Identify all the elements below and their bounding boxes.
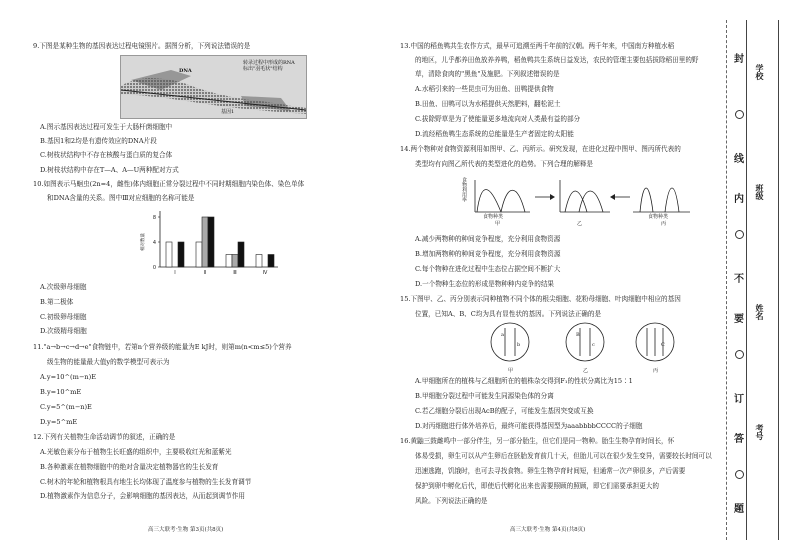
q11-stem-1: 11."a→b→c→d→e"食物链中，若第n个营养级的能量为E kJ时，则第m(n<m≤5)个营养 — [33, 343, 292, 351]
seal-circle — [735, 230, 744, 239]
q14-option-d: D.一个物种生态位的形成是物种种内竞争的结果 — [415, 280, 555, 288]
seal-char-2: 线 — [734, 154, 744, 165]
seal-char-4: 不 — [734, 274, 744, 285]
q14-xlabel-bing: 食物种类 — [648, 214, 669, 220]
seal-line — [726, 20, 728, 540]
seal-char-1: 封 — [734, 54, 744, 65]
q13-stem-1: 13.中国的稻鱼鸭共生农作方式，最早可追溯至两千年前的汉朝。两千年来，中国南方种植水稻 — [400, 42, 675, 50]
x-tick-label: Ⅳ — [262, 270, 268, 276]
q16-stem-3: 迅速逃跑，饥饿时，也可去寻找食物。卵生生物孕育时间短，但通常一次产卵很多，产后需要 — [415, 467, 686, 475]
q15-gene-C-bing: C — [661, 342, 665, 348]
cell-jia — [491, 323, 529, 361]
binding-strip — [718, 0, 794, 551]
info-line — [778, 20, 780, 540]
q14-label-yi: 乙 — [577, 221, 583, 227]
q15-cell-label-yi: 乙 — [583, 368, 589, 374]
label-exam-no: 考号 — [755, 424, 765, 440]
q12-option-a: A.光敏色素分布于植物生长旺盛的组织中，主要吸收红光和蓝紫光 — [40, 448, 232, 456]
q14-option-c: C.每个物种在进化过程中生态位占据空间不断扩大 — [415, 265, 561, 273]
right-footer: 高三大联考·生物 第4页(共8页) — [510, 527, 586, 533]
q16-stem-4: 保护到卵中孵化后代，即使后代孵化出来也需要照顾的照顾，即它们需要承担更大的 — [415, 482, 659, 490]
q15-option-b: B.甲细胞分裂过程中可能发生同源染色体的分离 — [415, 392, 554, 400]
q15-option-a: A.甲细胞所在的植株与乙细胞所在的植株杂交得到F₁的性状分离比为15∶1 — [415, 377, 633, 385]
q14-ylabel: 食物利用率 — [461, 177, 467, 202]
q10-stem-2: 和DNA含量的关系。图中Ⅲ对应细胞的名称可能是 — [47, 194, 195, 202]
bar — [166, 242, 172, 267]
label-class: 班级 — [755, 184, 765, 200]
q16-stem-2: 体易受损，卵生可以从产生卵后在胚胎发育前几十天，但胎儿可以在很少发生变异，需要较长时间可以 — [415, 452, 712, 460]
y-tick-label: 4 — [152, 240, 156, 246]
q10-option-a: A.次级卵母细胞 — [40, 283, 87, 291]
q15-gene-B-yi: B — [576, 332, 580, 338]
seal-char-3: 内 — [734, 194, 744, 205]
q9-stem: 9.下图是某种生物的基因表达过程电镜照片。据图分析，下列说法错误的是 — [33, 42, 251, 50]
q11-option-d: D.y=5^mE — [40, 418, 78, 426]
seal-circle — [735, 110, 744, 119]
label-school: 学校 — [755, 64, 765, 80]
q15-stem-1: 15.下图甲、乙、丙分别表示同种植物不同个体的根尖细胞、花粉母细胞、叶肉细胞中相应的基因 — [400, 295, 681, 303]
q9-option-c: C.树枝状结构中不存在核酸与蛋白质的复合体 — [40, 151, 173, 159]
seal-line-solid — [746, 20, 748, 540]
bar — [178, 242, 184, 267]
right-page — [365, 0, 720, 551]
bar — [208, 217, 214, 267]
q13-option-d: D.流经稻鱼鸭生态系统的总能量是生产者固定的太阳能 — [415, 130, 574, 138]
q10-option-d: D.次级精母细胞 — [40, 327, 87, 335]
q9-micrograph-figure — [120, 55, 307, 119]
q10-stem-1: 10.如图表示马蛔虫(2n=4，雌性)体内细胞正常分裂过程中不同时期细胞内染色体、染色单体 — [33, 180, 305, 188]
q12-option-d: D.植物激素作为信息分子，会影响细胞的基因表达，从而起到调节作用 — [40, 492, 245, 500]
graph-bing — [633, 188, 690, 212]
bar — [268, 255, 274, 268]
q10-option-c: C.初级卵母细胞 — [40, 313, 87, 321]
bar — [238, 242, 244, 267]
q14-stem-1: 14.两个物种对食物资源利用如图甲、乙、丙所示。研究发现，在进化过程中图甲、图丙所代表的 — [400, 145, 681, 153]
q11-option-c: C.y=5^(m−n)E — [40, 403, 92, 411]
q9-option-a: A.图示基因表达过程可发生于大肠杆菌细胞中 — [40, 123, 173, 131]
q13-stem-3: 草，清除食肉的"黑鱼"及施肥。下列叙述错误的是 — [415, 70, 560, 78]
q10-option-b: B.第二极体 — [40, 298, 74, 306]
q15-cells-figure — [485, 322, 685, 367]
q15-cell-label-bing: 丙 — [653, 368, 659, 374]
q15-cell-label-jia: 甲 — [508, 368, 514, 374]
y-tick-label: 0 — [152, 265, 156, 271]
q15-gene-c-yi: c — [592, 342, 595, 348]
q15-stem-2: 位置，已知A、B、C均为具有显性状的基因。下列说法正确的是 — [415, 310, 602, 318]
q11-option-a: A.y=10^(m−n)E — [40, 373, 97, 381]
q9-option-d: D.树枝状结构中存在T—A、A—U两种配对方式 — [40, 166, 179, 174]
left-page — [0, 0, 365, 551]
cell-bing — [636, 323, 674, 361]
q14-label-bing: 丙 — [661, 221, 667, 227]
q9-note2: 标出"羽毛状"结构 — [243, 66, 283, 72]
q15-gene-b-jia: b — [517, 342, 521, 348]
q14-option-a: A.减少两物种的种间竞争程度，充分利用食物资源 — [415, 235, 561, 243]
q9-option-b: B.基因1和2均是有遗传效应的DNA片段 — [40, 137, 157, 145]
bar — [232, 255, 238, 268]
q15-option-c: C.若乙细胞分裂后出现AcB的配子，可能发生基因突变或互换 — [415, 407, 594, 415]
q15-gene-a-jia: a — [501, 332, 504, 338]
x-tick-label: Ⅰ — [174, 270, 176, 276]
seal-char-6: 订 — [734, 394, 744, 405]
q13-option-a: A.水稻引来的一些昆虫可为田鱼、田鸭提供食物 — [415, 85, 554, 93]
seal-circle — [735, 350, 744, 359]
q9-dna-label: DNA — [179, 68, 192, 74]
q12-option-c: C.树木的年轮和植物根具有地生长均体现了温度参与植物的生长发育调节 — [40, 478, 252, 486]
q14-label-jia: 甲 — [495, 221, 501, 227]
bar — [196, 242, 202, 267]
label-name: 姓名 — [755, 304, 765, 320]
graph-jia — [475, 180, 530, 212]
q15-option-d: D.对丙细胞进行体外培养后，最终可能获得基因型为aaabbbbCCCC的子细胞 — [415, 422, 643, 430]
q9-note1: 转录过程中形成的RNA — [243, 60, 295, 66]
y-tick-label: 8 — [152, 215, 156, 221]
q13-option-b: B.田鱼、田鸭可以为水稻提供天然肥料，翻松泥土 — [415, 100, 561, 108]
q14-option-b: B.增加两物种的种间竞争程度，充分利用食物资源 — [415, 250, 561, 258]
x-tick-label: Ⅲ — [233, 270, 237, 276]
q12-stem: 12.下列有关植物生命活动调节的叙述，正确的是 — [33, 433, 176, 441]
q11-stem-2: 级生物的能量最大值y的数学模型可表示为 — [47, 358, 170, 366]
cell-yi — [566, 323, 604, 361]
y-axis-label: 相对数量 — [141, 233, 146, 251]
seal-char-7: 答 — [734, 434, 744, 445]
seal-char-5: 要 — [734, 314, 744, 325]
x-tick-label: Ⅱ — [203, 270, 207, 276]
bar — [256, 255, 262, 268]
seal-char-8: 题 — [734, 504, 744, 515]
q10-bar-chart — [138, 205, 278, 280]
q13-stem-2: 的地区，儿乎都养田鱼放养养鸭，稻鱼鸭共生系统日益发达，农民的管理主要包括拔除稻田里的野 — [415, 56, 699, 64]
q13-option-c: C.拔除野草是为了使能量更多地流向对人类最有益的部分 — [415, 115, 581, 123]
q14-xlabel-jia: 食物种类 — [483, 214, 504, 220]
bar — [226, 255, 232, 268]
seal-circle — [735, 470, 744, 479]
q11-option-b: B.y=10^mE — [40, 388, 82, 396]
left-footer: 高三大联考·生物 第3页(共8页) — [148, 527, 224, 533]
bar — [202, 217, 208, 267]
q16-stem-5: 风险。下列说法正确的是 — [415, 497, 488, 505]
graph-yi — [560, 180, 610, 212]
q16-stem-1: 16.黄鼬三鼓雌鸣中一部分伴生，另一部分胎生，但它们是同一物种。胎生生物孕育时间长，怀 — [400, 437, 675, 445]
q14-stem-2: 类型均有向图乙所代表的类型进化的趋势。下列合理的解释是 — [415, 160, 594, 168]
q12-option-b: B.各种激素在植物细胞中的绝对含量决定植物器官的生长发育 — [40, 463, 219, 471]
q9-gene-label: 基因1 — [221, 109, 235, 115]
